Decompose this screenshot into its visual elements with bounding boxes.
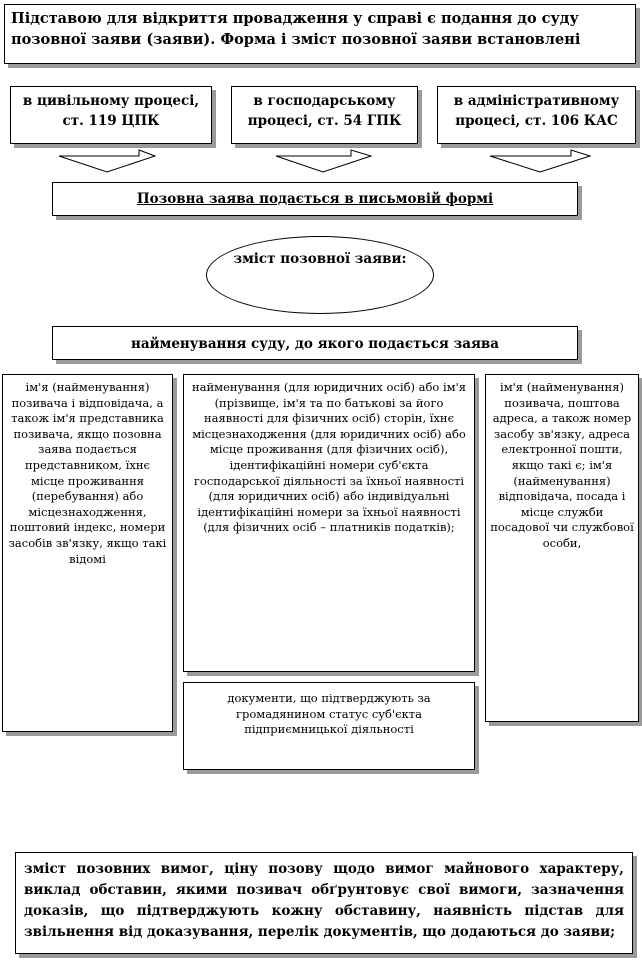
written-form-box	[52, 182, 578, 216]
claim-content-ellipse	[206, 236, 434, 314]
court-name-text: найменування суду, до якого подається заява	[130, 336, 500, 352]
civil-process-text: в цивільному процесі, ст. 119 ЦПК	[22, 93, 200, 129]
arrow-from-commercial	[276, 150, 371, 172]
civil-process-box	[10, 86, 212, 144]
arrow-from-administrative	[490, 150, 590, 172]
claim-content-text: зміст позовної заяви:	[233, 251, 407, 267]
administrative-process-text: в адміністративному процесі, ст. 106 КАС	[453, 93, 620, 129]
claim-requirements-box	[15, 852, 633, 954]
written-form-text: Позовна заява подається в письмовій формі	[136, 191, 494, 207]
parties-administrative-box	[485, 374, 639, 722]
administrative-process-box	[437, 86, 636, 144]
parties-administrative-text: ім'я (найменування) позивача, поштова адреса, а також номер засобу зв'язку, адреса електронної пошти, якщо такі є; ім'я (найменування) відповідача, посада і місце служби посадової чи службової особи,	[490, 380, 634, 550]
parties-civil-text: ім'я (найменування) позивача і відповідача, а також ім'я представника позивача, якщо позовна заява подається представником, їхнє місце проживання (перебування) або місцезнаходження, поштовий індекс, номери засобів зв'язку, якщо такі відомі	[8, 380, 167, 566]
parties-civil-box	[2, 374, 173, 732]
commercial-process-box	[231, 86, 418, 144]
arrow-from-civil	[59, 150, 155, 172]
grounds-text: Підставою для відкриття провадження у справі є подання до суду позовної заяви (заяви). Форма і зміст позовної заяви встановлені	[11, 10, 581, 48]
entrepreneur-documents-box	[183, 682, 475, 770]
parties-commercial-text: найменування (для юридичних осіб) або ім'я (прізвище, ім'я та по батькові за його наявності для фізичних осіб) сторін, їхнє місцезнаходження (для юридичних осіб) або місце проживання (для фізичних осіб), ідентифікаційні номери суб'єкта господарської діяльності за їхньої наявності (для юридичних осіб) або індивідуальні ідентифікаційні номери за їхньої наявності (для фізичних осіб – платників податків);	[191, 380, 467, 535]
entrepreneur-documents-text: документи, що підтверджують за громадянином статус суб'єкта підприємницької діяльності	[227, 691, 431, 737]
parties-commercial-box	[183, 374, 475, 672]
court-name-box	[52, 326, 578, 360]
commercial-process-text: в господарському процесі, ст. 54 ГПК	[247, 93, 402, 129]
claim-requirements-text: зміст позовних вимог, ціну позову щодо вимог майнового характеру, виклад обставин, якими позивач обґрунтовує свої вимоги, зазначення доказів, що підтверджують кожну обставину, наявність підстав для звільнення від доказування, перелік документів, що додаються до заяви;	[24, 861, 624, 940]
grounds-box	[4, 4, 636, 64]
